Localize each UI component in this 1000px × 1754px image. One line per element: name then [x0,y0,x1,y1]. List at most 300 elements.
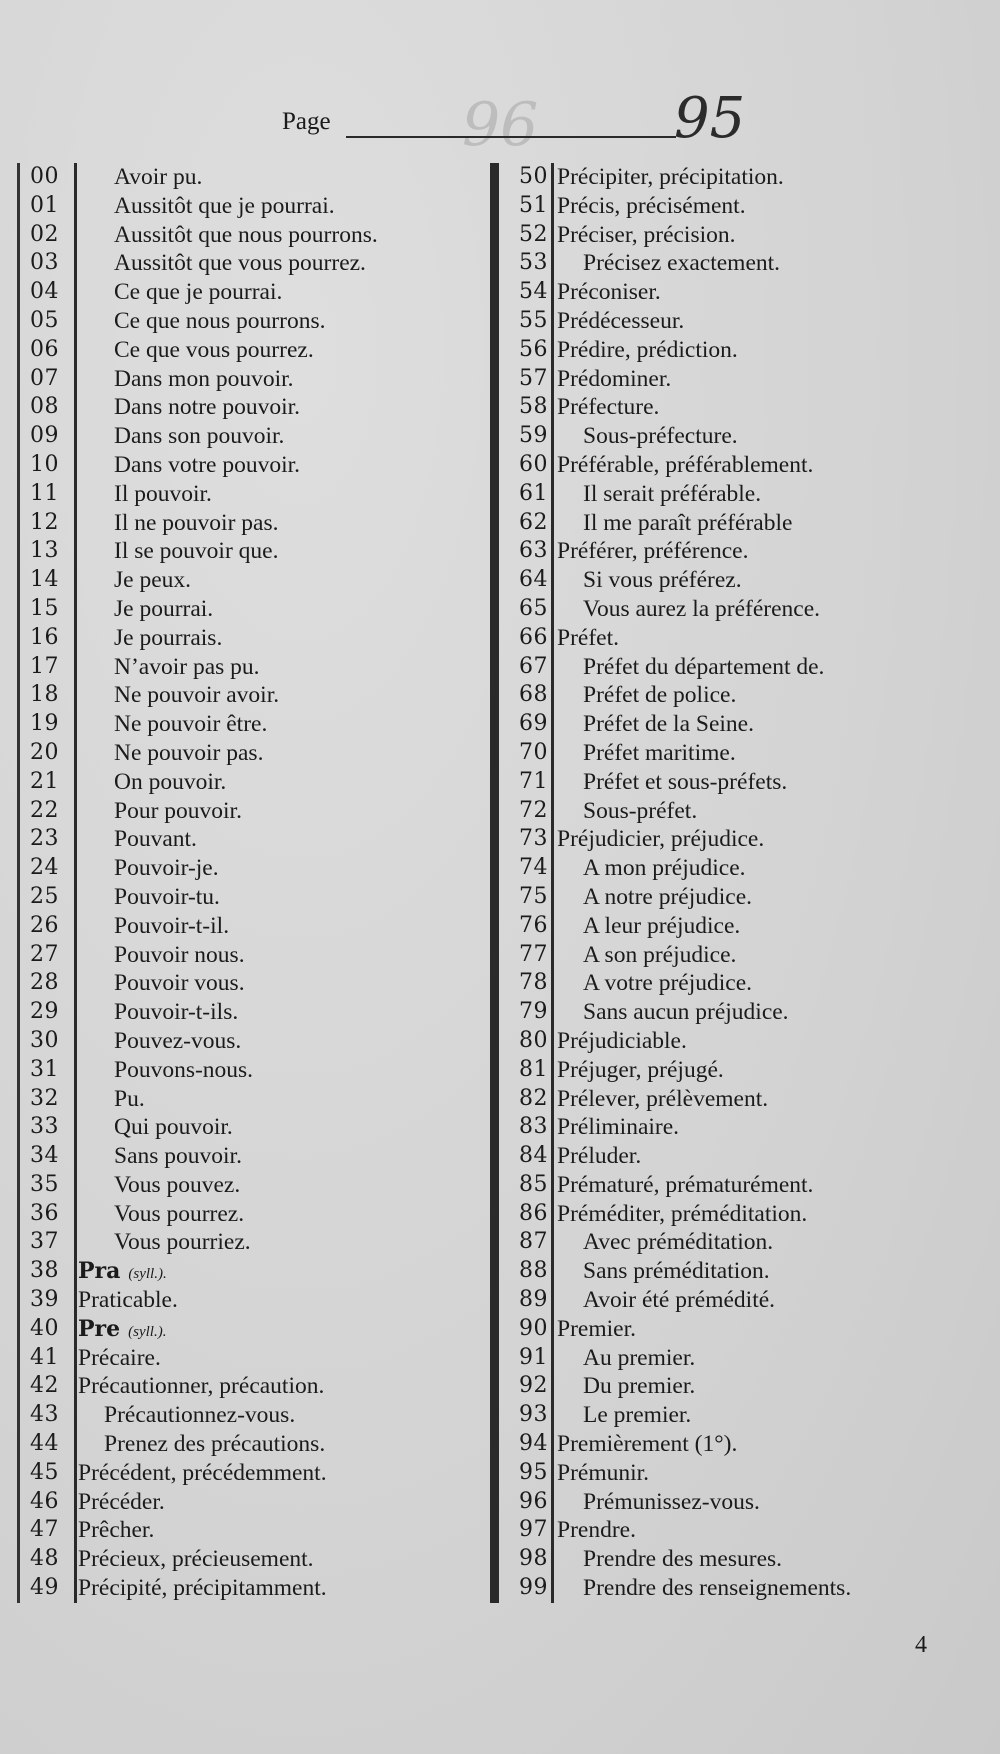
phrase-label: Je peux. [114,567,192,594]
code-number: 23 [30,826,59,852]
phrase-label: Qui pouvoir. [114,1114,233,1141]
code-number: 60 [519,451,548,477]
phrase-text [583,1545,782,1574]
phrase-label: Aussitôt que je pourrai. [114,192,335,219]
phrase-label: Préméditer, préméditation. [557,1200,808,1227]
phrase-text [583,509,792,538]
phrase-text [583,710,754,739]
phrase-text [583,912,740,941]
code-entry-row [24,739,494,768]
code-number: 91 [519,1344,548,1370]
phrase-text [114,710,267,739]
phrase-label: Précédent, précédemment. [78,1459,327,1486]
code-entry-row [503,509,973,538]
phrase-text [114,1056,253,1085]
code-entry-row [503,365,973,394]
phrase-text [583,1574,851,1603]
phrase-label: Préciser, précision. [557,221,736,248]
code-entry-row [24,1171,494,1200]
phrase-text [557,1459,649,1488]
code-number: 56 [519,336,548,362]
phrase-label: Il me paraît préférable [583,509,793,536]
phrase-text [114,653,260,682]
phrase-label: Ne pouvoir être. [114,711,268,738]
code-number: 63 [519,538,548,564]
phrase-text [114,883,220,912]
syllable-note: (syll.). [128,1323,167,1340]
phrase-label: Précipité, précipitamment. [78,1575,327,1602]
phrase-label: Vous pourriez. [114,1229,251,1256]
code-number: 81 [519,1056,548,1082]
phrase-label: Avoir été prémédité. [583,1287,776,1314]
phrase-text [114,1228,251,1257]
code-entry-row [503,1228,973,1257]
code-number: 65 [519,595,548,621]
phrase-text [114,969,245,998]
code-number: 02 [30,221,59,247]
phrase-text [114,998,238,1027]
code-number: 61 [519,480,548,506]
code-entry-row [503,739,973,768]
phrase-text [557,1516,636,1545]
phrase-text [557,307,684,336]
phrase-label: Praticable. [78,1287,178,1314]
phrase-label: A mon préjudice. [583,855,746,882]
code-entry-row [503,221,973,250]
phrase-text [583,797,697,826]
phrase-label: Préfecture. [557,394,660,421]
phrase-text [557,1142,641,1171]
code-number: 04 [30,279,59,305]
code-number: 17 [30,653,59,679]
code-entry-row [24,1027,494,1056]
phrase-label: Le premier. [583,1402,692,1429]
code-number: 07 [30,365,59,391]
phrase-label: Vous pouvez. [114,1171,241,1198]
phrase-text [583,480,761,509]
code-number: 11 [30,480,59,506]
code-number: 29 [30,999,59,1025]
phrase-label: Ce que nous pourrons. [114,307,326,334]
phrase-label: Prendre. [557,1517,636,1544]
phrase-label: Prendre des mesures. [583,1546,783,1573]
phrase-label: Précautionnez-vous. [104,1402,296,1429]
phrase-text [557,336,738,365]
code-number: 41 [30,1344,59,1370]
code-entry-row [24,710,494,739]
phrase-text [557,1430,737,1459]
code-entry-row [24,1142,494,1171]
code-entry-row [503,681,973,710]
code-entry-row [24,451,494,480]
phrase-text [114,1027,241,1056]
code-number: 47 [30,1517,59,1543]
phrase-label: Il ne pouvoir pas. [114,509,279,536]
code-number: 67 [519,653,548,679]
phrase-label: Préférer, préférence. [557,538,749,565]
code-entry-row [503,451,973,480]
code-number: 55 [519,307,548,333]
phrase-text [114,768,226,797]
code-number: 54 [519,279,548,305]
code-number: 37 [30,1229,59,1255]
code-number: 36 [30,1200,59,1226]
code-entry-row [24,681,494,710]
code-number: 50 [519,164,548,189]
code-number: 09 [30,423,59,449]
phrase-label: Préfet de la Seine. [583,711,754,738]
code-number: 01 [30,192,59,218]
phrase-label: Au premier. [583,1344,696,1371]
code-number: 82 [519,1085,548,1111]
code-entry-row [503,537,973,566]
code-number: 70 [519,739,548,765]
code-number: 14 [30,567,59,593]
code-entry-row [24,912,494,941]
code-entry-row [24,1516,494,1545]
phrase-label: Avec préméditation. [583,1229,774,1256]
code-number: 92 [519,1373,548,1399]
phrase-text [114,307,325,336]
phrase-text [114,163,202,192]
phrase-label: Prédécesseur. [557,307,685,334]
phrase-label: Premièrement (1°). [557,1431,738,1458]
code-number: 06 [30,336,59,362]
phrase-text [583,566,742,595]
phrase-label: Prenez des précautions. [104,1431,326,1458]
phrase-text [583,998,789,1027]
code-entry-row [503,1372,973,1401]
phrase-text [114,451,300,480]
code-number: 21 [30,768,59,794]
phrase-label: A votre préjudice. [583,970,753,997]
code-number: 51 [519,192,548,218]
phrase-text [114,422,284,451]
left-code-list [24,163,494,1603]
code-number: 18 [30,682,59,708]
phrase-text [557,624,619,653]
phrase-label: Pouvant. [114,826,197,853]
phrase-text [557,1113,679,1142]
phrase-label: Préfet maritime. [583,739,736,766]
phrase-label: Prêcher. [78,1517,155,1544]
code-entry-row [24,1228,494,1257]
phrase-label: Dans son pouvoir. [114,423,285,450]
code-entry-row [24,307,494,336]
code-number: 86 [519,1200,548,1226]
code-entry-row [503,307,973,336]
code-number: 35 [30,1171,59,1197]
code-entry-row [24,1257,494,1286]
code-number: 40 [30,1315,59,1341]
phrase-label: A son préjudice. [583,941,737,968]
phrase-label: Vous pourrez. [114,1200,245,1227]
phrase-label: Précaire. [78,1344,161,1371]
phrase-label: Précéder. [78,1488,165,1515]
code-entry-row [503,595,973,624]
phrase-text [583,1401,691,1430]
code-entry-row [503,1171,973,1200]
phrase-label: Préjudiciable. [557,1027,687,1054]
phrase-text [557,1315,636,1344]
code-number: 33 [30,1114,59,1140]
code-number: 31 [30,1056,59,1082]
code-entry-row [24,1056,494,1085]
code-number: 68 [519,682,548,708]
syllable-heading: Pra [78,1258,121,1285]
phrase-label: Prendre des renseignements. [583,1575,852,1602]
phrase-text [78,1488,165,1517]
phrase-text [557,1056,724,1085]
code-number: 87 [519,1229,548,1255]
phrase-text [557,1085,768,1114]
phrase-text [114,365,294,394]
phrase-text [583,1488,760,1517]
code-entry-row [24,192,494,221]
phrase-text [114,825,197,854]
phrase-label: Ce que je pourrai. [114,279,283,306]
code-entry-row [503,249,973,278]
phrase-text [557,1027,687,1056]
code-number: 48 [30,1546,59,1572]
code-number: 44 [30,1431,59,1457]
code-number: 71 [519,768,548,794]
phrase-text [114,941,245,970]
code-number: 30 [30,1027,59,1053]
phrase-text [583,249,780,278]
phrase-label: N’avoir pas pu. [114,653,260,680]
phrase-label: Sans préméditation. [583,1258,770,1285]
phrase-text [114,1085,145,1114]
code-number: 46 [30,1488,59,1514]
code-entry-row [24,1372,494,1401]
code-number: 05 [30,307,59,333]
code-number: 76 [519,912,548,938]
phrase-label: Avoir pu. [114,164,203,190]
code-entry-row [24,1113,494,1142]
phrase-text [78,1257,167,1289]
phrase-text [78,1344,161,1373]
code-number: 69 [519,711,548,737]
code-entry-row [24,941,494,970]
footer-page-number: 4 [915,1632,927,1658]
code-number: 42 [30,1373,59,1399]
phrase-label: Pu. [114,1085,145,1112]
code-entry-row [503,1516,973,1545]
phrase-label: Je pourrais. [114,624,223,651]
code-number: 57 [519,365,548,391]
phrase-text [583,1286,775,1315]
code-number: 08 [30,394,59,420]
code-entry-row [24,163,494,192]
code-number: 83 [519,1114,548,1140]
code-number: 73 [519,826,548,852]
phrase-label: Ne pouvoir pas. [114,739,264,766]
phrase-label: Pouvoir-tu. [114,883,220,910]
code-entry-row [24,1545,494,1574]
code-entry-row [503,768,973,797]
phrase-text [78,1516,154,1545]
phrase-text [114,739,263,768]
code-number: 80 [519,1027,548,1053]
code-number: 97 [519,1517,548,1543]
phrase-label: Dans votre pouvoir. [114,451,301,478]
code-entry-row [503,710,973,739]
phrase-text [583,969,752,998]
phrase-text [114,566,191,595]
phrase-text [114,681,279,710]
code-entry-row [24,1344,494,1373]
code-entry-row [503,1257,973,1286]
code-number: 24 [30,855,59,881]
phrase-label: Préfet. [557,624,619,651]
code-entry-row [24,883,494,912]
phrase-label: Vous aurez la préférence. [583,595,821,622]
phrase-label: Prédominer. [557,365,672,392]
handwritten-page-number: 95 [674,86,746,151]
phrase-label: On pouvoir. [114,768,227,795]
code-entry-row [503,393,973,422]
syllable-note: (syll.). [128,1266,167,1283]
code-entry-row [24,825,494,854]
phrase-text [583,941,736,970]
phrase-label: Sous-préfecture. [583,423,738,450]
phrase-text [583,653,824,682]
phrase-label: Sans aucun préjudice. [583,999,789,1026]
code-entry-row [24,566,494,595]
code-entry-row [503,1200,973,1229]
phrase-text [583,1372,695,1401]
phrase-text [114,912,229,941]
code-entry-row [24,393,494,422]
phrase-label: A notre préjudice. [583,883,753,910]
code-entry-row [503,883,973,912]
phrase-label: Prémunissez-vous. [583,1488,760,1515]
code-entry-row [24,1574,494,1603]
page-label: Page [282,108,331,135]
code-entry-row [503,1344,973,1373]
phrase-label: Sans pouvoir. [114,1143,242,1170]
phrase-label: Ne pouvoir avoir. [114,682,280,709]
phrase-text [78,1545,314,1574]
code-entry-row [24,422,494,451]
phrase-label: Aussitôt que nous pourrons. [114,221,378,248]
phrase-label: Ce que vous pourrez. [114,336,314,363]
phrase-text [114,249,366,278]
code-entry-row [24,1401,494,1430]
code-entry-row [503,854,973,883]
code-number: 99 [519,1575,548,1601]
code-entry-row [503,1488,973,1517]
code-entry-row [24,1286,494,1315]
phrase-text [557,393,659,422]
code-number: 89 [519,1287,548,1313]
phrase-label: Prémunir. [557,1459,650,1486]
code-entry-row [24,537,494,566]
phrase-text [114,509,278,538]
phrase-text [583,681,736,710]
code-entry-row [503,941,973,970]
phrase-text [114,480,212,509]
phrase-label: Pouvoir-t-il. [114,912,230,939]
phrase-text [78,1574,327,1603]
code-entry-row [24,797,494,826]
phrase-label: Il serait préférable. [583,480,762,507]
code-entry-row [503,1056,973,1085]
phrase-label: Pouvoir-t-ils. [114,999,239,1026]
code-entry-row [503,422,973,451]
code-number: 88 [519,1258,548,1284]
phrase-text [557,537,748,566]
code-number: 13 [30,538,59,564]
code-entry-row [503,1401,973,1430]
code-entry-row [503,1574,973,1603]
phrase-text [557,451,813,480]
phrase-label: Pouvoir vous. [114,970,245,997]
code-number: 43 [30,1402,59,1428]
code-entry-row [503,336,973,365]
code-number: 49 [30,1575,59,1601]
code-entry-row [24,509,494,538]
code-number: 52 [519,221,548,247]
code-entry-row [24,1430,494,1459]
code-number: 85 [519,1171,548,1197]
code-number: 27 [30,941,59,967]
code-entry-row [503,797,973,826]
phrase-text [114,854,219,883]
phrase-text [114,1142,242,1171]
phrase-label: Il pouvoir. [114,480,212,507]
phrase-label: Préfet et sous-préfets. [583,768,788,795]
phrase-text [557,163,784,192]
code-number: 58 [519,394,548,420]
code-number: 45 [30,1459,59,1485]
code-entry-row [24,624,494,653]
code-number: 20 [30,739,59,765]
code-entry-row [24,595,494,624]
code-number: 59 [519,423,548,449]
code-number: 94 [519,1431,548,1457]
phrase-text [583,739,736,768]
code-entry-row [503,1315,973,1344]
phrase-label: Préconiser. [557,279,661,306]
code-number: 16 [30,624,59,650]
code-number: 10 [30,451,59,477]
code-entry-row [24,278,494,307]
phrase-label: Préfet de police. [583,682,737,709]
phrase-text [114,278,282,307]
page-header [282,86,762,160]
phrase-text [583,1257,770,1286]
phrase-label: Prélever, prélèvement. [557,1085,769,1112]
phrase-label: Préjuger, préjugé. [557,1056,724,1083]
phrase-text [104,1430,325,1459]
code-number: 93 [519,1402,548,1428]
code-number: 84 [519,1143,548,1169]
phrase-label: Préliminaire. [557,1114,680,1141]
phrase-label: Pouvons-nous. [114,1056,254,1083]
code-number: 72 [519,797,548,823]
code-number: 38 [30,1258,59,1284]
phrase-text [583,422,738,451]
code-entry-row [24,969,494,998]
phrase-text [557,1171,813,1200]
phrase-text [114,595,213,624]
code-number: 79 [519,999,548,1025]
phrase-label: Si vous préférez. [583,567,742,594]
code-entry-row [503,825,973,854]
code-entry-row [24,249,494,278]
